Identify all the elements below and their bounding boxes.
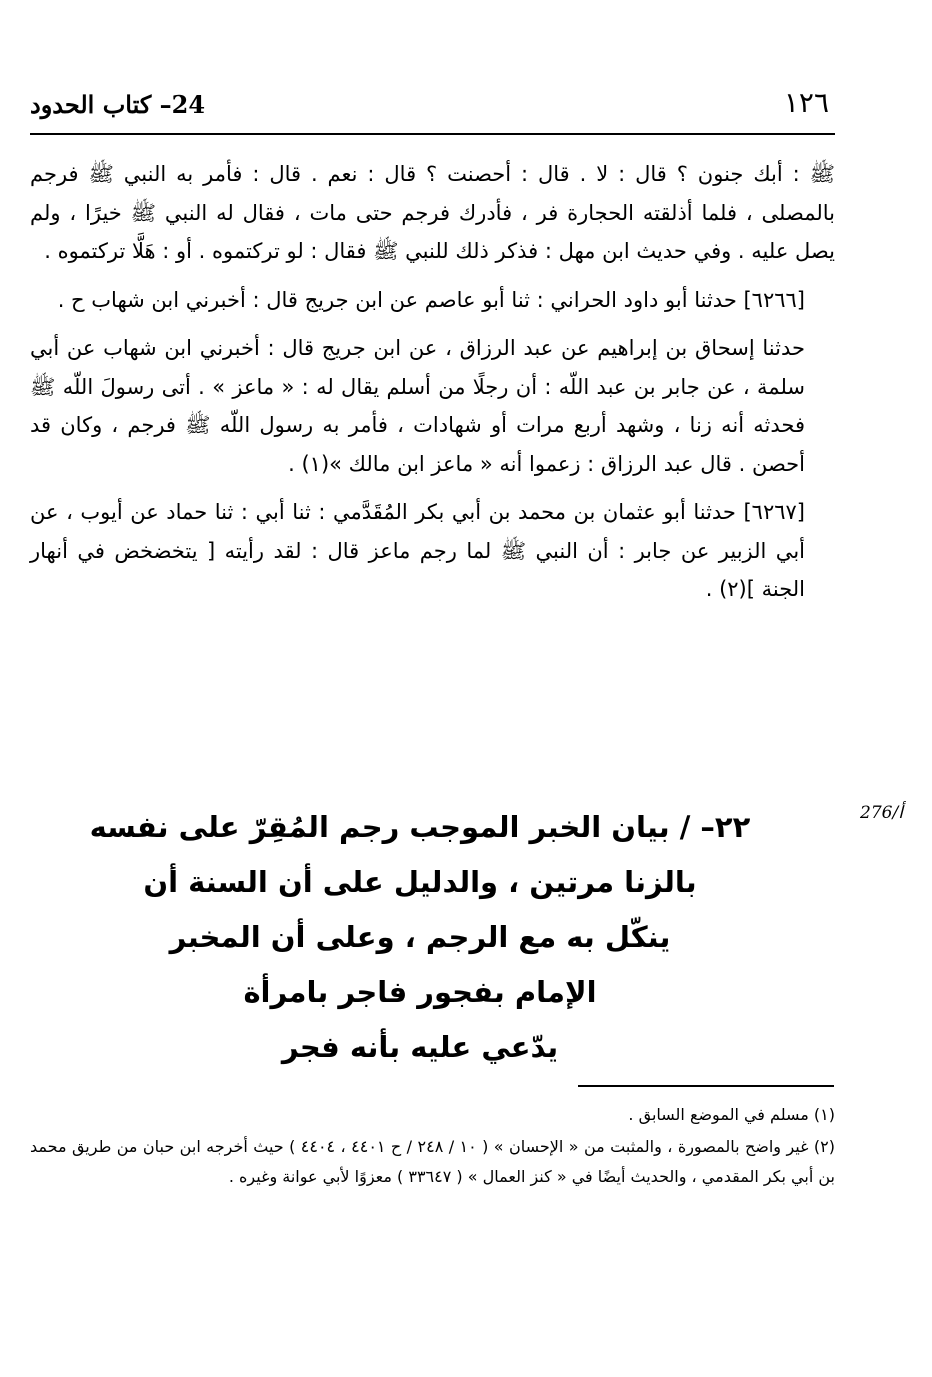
heading-line: الإمام بفجور فاجر بامرأة [243, 975, 597, 1009]
manuscript-folio-reference: 276/أ [860, 803, 903, 823]
paragraph-isnad-ishaq: حدثنا إسحاق بن إبراهيم عن عبد الرزاق ، عن ابن جريج قال : أخبرني ابن شهاب عن أبي سلمة ، عن جابر بن عبد اللّه : أن رجلًا من أسلم يقال له : « ماعز » . أتى رسولَ اللّه ﷺ فحدثه أنه زنا ، وشهد أربع مرات أو شهادات ، فأمر به رسول اللّه ﷺ فرجم ، وكان قد أحصن . قال عبد الرزاق : زعموا أنه « ماعز ابن مالك »(١) . [30, 336, 805, 476]
page-number: ١٢٦ [783, 86, 829, 119]
heading-line: يدّعي عليه بأنه فجر [281, 1030, 559, 1064]
chapter-heading [80, 800, 760, 1075]
paragraph-hadith-6266: [٦٢٦٦] حدثنا أبو داود الحراني : ثنا أبو عاصم عن ابن جريج قال : أخبرني ابن شهاب ح . [57, 287, 805, 312]
heading-line: ٢٢– / بيان الخبر الموجب رجم المُقِرّ على نفسه [89, 810, 751, 844]
heading-line: بالزنا مرتين ، والدليل على أن السنة أن [143, 865, 697, 899]
chapter-title: 24– كتاب الحدود [30, 90, 206, 119]
footnotes [30, 1100, 835, 1194]
paragraph-hadith-continuation: ﷺ : أبك جنون ؟ قال : لا . قال : أحصنت ؟ قال : نعم . قال : فأمر به النبي ﷺ فرجم بالمصلى ، فلما أذلقته الحجارة فر ، فأدرك فرجم حتى مات ، فقال له النبي ﷺ خيرًا ، ولم يصل عليه . وفي حديث ابن مهل : فذكر ذلك للنبي ﷺ فقال : لو تركتموه . أو : هَلَّا تركتموه . [30, 162, 835, 263]
header-divider [30, 133, 835, 135]
running-header [30, 86, 835, 126]
footnote-divider [578, 1085, 834, 1087]
footnote-2: (٢) غير واضح بالمصورة ، والمثبت من « الإحسان » ( ١٠ / ٢٤٨ / ح ٤٤٠١ ، ٤٤٠٤ ) حيث أخرجه ابن حبان من طريق محمد بن أبي بكر المقدمي ، والحديث أيضًا في « كنز العمال » ( ٣٣٦٤٧ ) معزوًا لأبي عوانة وغيره . [30, 1137, 835, 1186]
footnote-1: (١) مسلم في الموضع السابق . [628, 1105, 835, 1124]
heading-line: ينكّل به مع الرجم ، وعلى أن المخبر [169, 920, 671, 954]
main-text [30, 155, 835, 619]
paragraph-hadith-6267: [٦٢٦٧] حدثنا أبو عثمان بن محمد بن أبي بكر المُقَدَّمي : ثنا أبي : ثنا حماد عن أيوب ، عن أبي الزبير عن جابر : أن النبي ﷺ لما رجم ماعز قال : لقد رأيته [ يتخضخض في أنهار الجنة ](٢) . [30, 500, 805, 601]
